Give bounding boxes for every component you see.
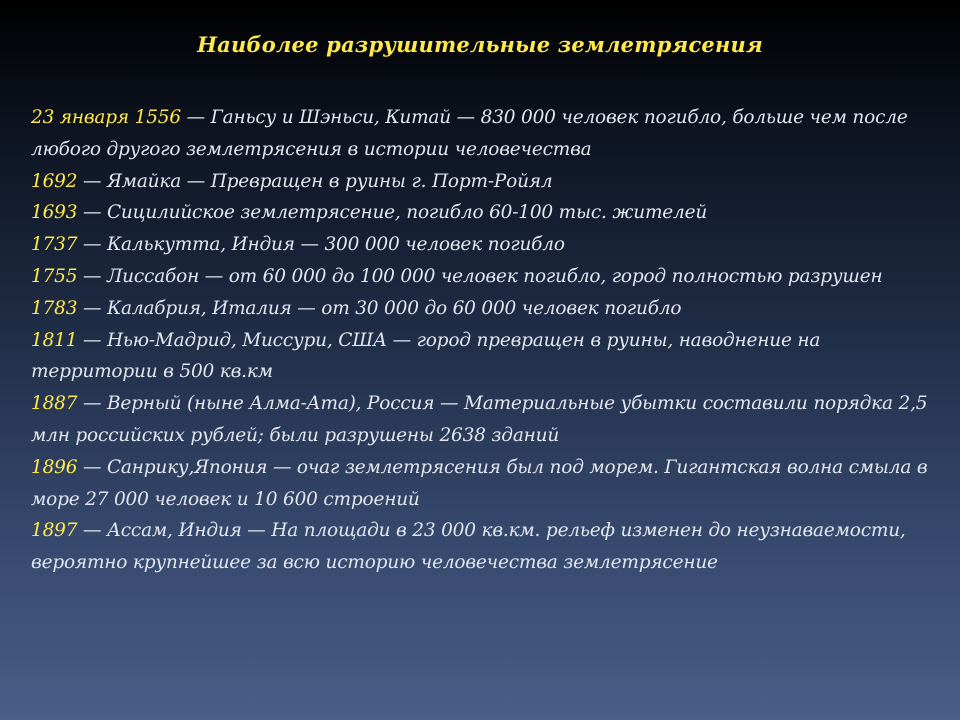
entry-year: 1896	[31, 456, 78, 478]
entry-year: 1887	[31, 393, 78, 415]
list-item	[31, 388, 946, 452]
entry-year: 23 января 1556	[31, 107, 181, 128]
list-item	[31, 102, 946, 166]
list-item	[31, 166, 946, 198]
entry-text: — Ямайка — Превращен в руины г. Порт-Ройял	[77, 170, 553, 192]
list-item	[31, 515, 946, 579]
entry-text: — Лиссабон — от 60 000 до 100 000 человек погибло, город полностью разрушен	[77, 265, 883, 287]
entry-year: 1755	[31, 265, 78, 287]
entry-text: — Сицилийское землетрясение, погибло 60-100 тыс. жителей	[77, 202, 708, 224]
entry-text: — Нью-Мадрид, Миссури, США — город превращен в руины, наводнение на территории в 500 кв.км	[31, 329, 821, 383]
list-item	[31, 325, 946, 389]
earthquake-list	[31, 102, 946, 579]
entry-text: — Санрику,Япония — очаг землетрясения был под морем. Гигантская волна смыла в море 27 000 человек и 10 600 строений	[31, 456, 928, 510]
entry-year: 1693	[31, 202, 78, 224]
entry-year: 1897	[31, 520, 78, 542]
list-item	[31, 452, 946, 516]
entry-year: 1783	[31, 297, 78, 319]
list-item	[31, 293, 946, 325]
entry-year: 1692	[31, 170, 78, 192]
entry-text: — Калькутта, Индия — 300 000 человек погибло	[77, 234, 565, 256]
entry-text: — Верный (ныне Алма-Ата), Россия — Материальные убытки составили порядка 2,5 млн российских рублей; были разрушены 2638 зданий	[31, 393, 928, 446]
entry-text: — Ассам, Индия — На площади в 23 000 кв.км. рельеф изменен до неузнаваемости, вероятно крупнейшее за всю историю человечества землетрясение	[31, 520, 906, 574]
entry-year: 1737	[31, 234, 78, 256]
entry-year: 1811	[31, 329, 78, 351]
list-item	[31, 197, 946, 229]
list-item	[31, 229, 946, 261]
list-item	[31, 261, 946, 293]
entry-text: — Ганьсу и Шэньси, Китай — 830 000 человек погибло, больше чем после любого другого землетрясения в истории человечества	[31, 107, 908, 160]
entry-text: — Калабрия, Италия — от 30 000 до 60 000 человек погибло	[77, 297, 682, 319]
slide-title: Наиболее разрушительные землетрясения	[197, 32, 763, 57]
